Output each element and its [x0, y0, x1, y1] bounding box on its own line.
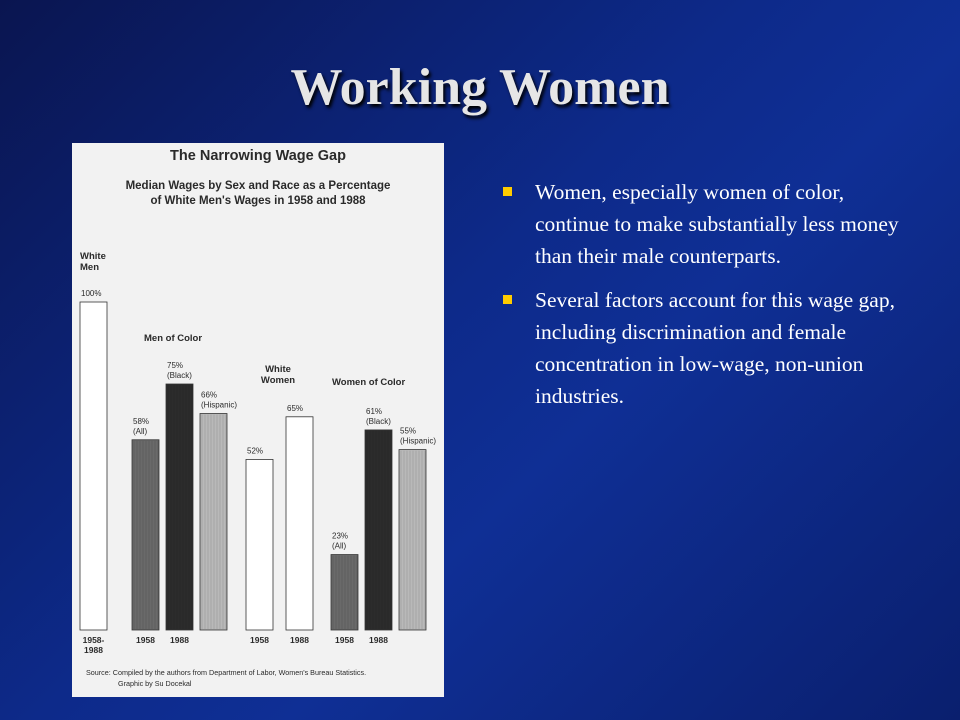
chart-source-line: Source: Compiled by the authors from Department of Labor, Women's Bureau Statistics. [86, 668, 367, 677]
square-bullet-icon [503, 187, 512, 196]
bullet-text: Women, especially women of color, continue to make substantially less money than their male counterparts. [535, 180, 899, 268]
bullet-item [498, 176, 908, 272]
bar-value-label: (Black) [366, 416, 391, 426]
bar-value-label: (All) [332, 541, 347, 551]
bar-value-label: (Black) [167, 371, 192, 380]
bar-value-label: (Hispanic) [201, 400, 238, 410]
bar [246, 459, 273, 630]
bullet-list [498, 176, 908, 424]
bar-value-label: 61% [366, 406, 383, 416]
bar-value-label: (All) [133, 426, 148, 436]
group-label: Men [80, 262, 99, 273]
bar-year-label: 1988 [290, 635, 309, 645]
group-label: White [265, 364, 291, 375]
chart-subtitle-line: Median Wages by Sex and Race as a Percentage [125, 180, 391, 192]
group-label: Men of Color [144, 333, 203, 344]
bullet-text: Several factors account for this wage gap, including discrimination and female concentration in low-wage, non-union industries. [535, 288, 895, 408]
bar-value-label: (Hispanic) [400, 436, 437, 446]
wage-gap-chart [72, 143, 444, 697]
bar-year-label: 1958 [335, 635, 354, 645]
bar-year-label: 1958 [136, 635, 155, 645]
square-bullet-icon [503, 295, 512, 304]
bar [80, 302, 107, 630]
bar-year-label: 1988 [84, 645, 103, 655]
bar-year-label: 1988 [369, 635, 388, 645]
group-label: White [80, 251, 106, 262]
chart-source-line: Graphic by Su Docekal [118, 679, 192, 688]
group-label: Women [260, 375, 296, 386]
bar-value-label: 75% [167, 361, 184, 370]
bar-year-label: 1988 [170, 635, 189, 645]
chart-title: The Narrowing Wage Gap [170, 148, 346, 164]
bar [286, 417, 313, 630]
bullet-item [498, 284, 908, 412]
chart-svg [72, 143, 444, 697]
bar-value-label: 55% [400, 426, 417, 436]
chart-subtitle-line: of White Men's Wages in 1958 and 1988 [150, 195, 366, 207]
bar-year-label: 1958- [82, 635, 105, 645]
bar-value-label: 52% [247, 446, 264, 456]
bar-value-label: 58% [133, 416, 150, 426]
bar-value-label: 100% [81, 289, 102, 298]
bar-year-label: 1958 [250, 635, 269, 645]
slide-title: Working Women [290, 59, 670, 116]
bar-value-label: 65% [287, 403, 304, 413]
group-label: Women of Color [332, 377, 406, 388]
bar-value-label: 66% [201, 390, 218, 400]
bar-value-label: 23% [332, 531, 349, 541]
